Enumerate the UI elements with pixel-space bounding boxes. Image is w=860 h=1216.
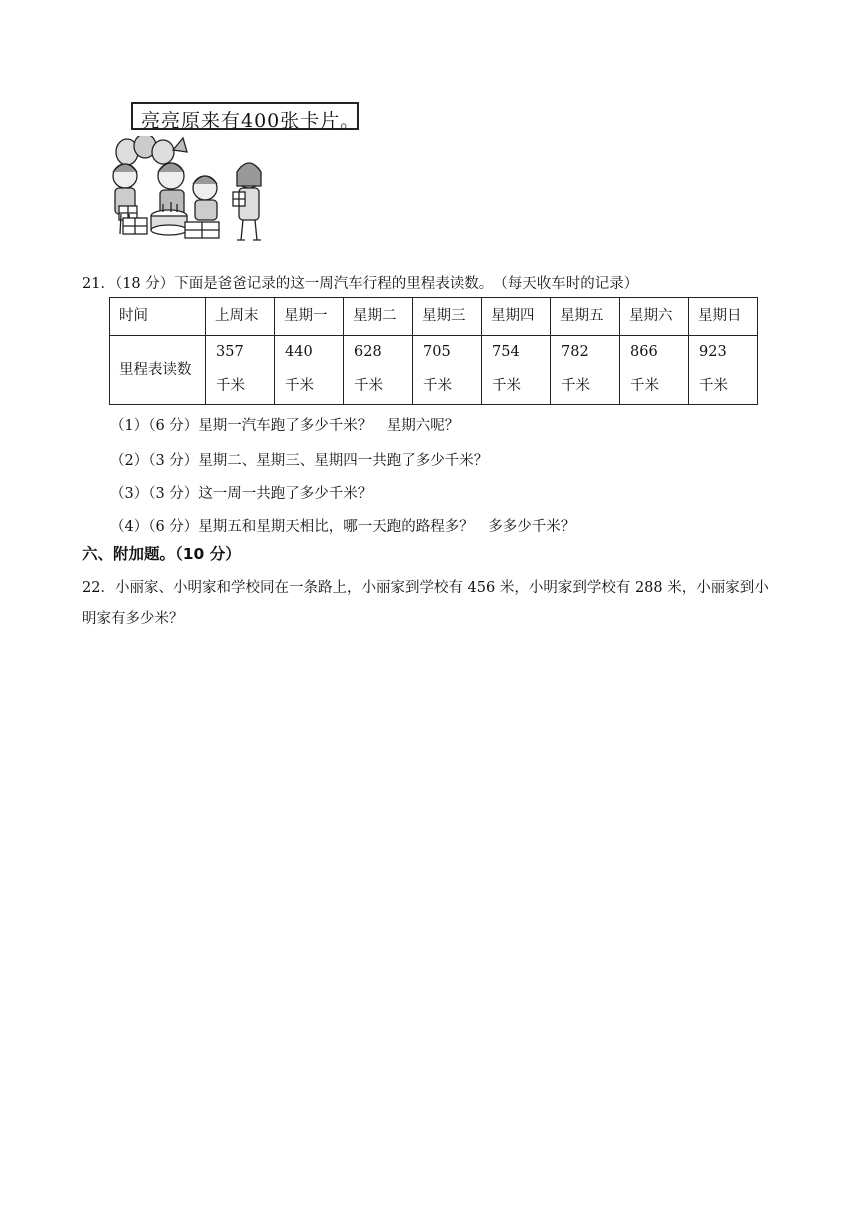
mileage-unit: 千米 (285, 378, 314, 394)
mileage-cell (620, 336, 689, 405)
q22-line-1: 22．小丽家、小明家和学校同在一条路上，小丽家到学校有 456 米，小明家到学校有 288 米，小丽家到小 (82, 580, 769, 596)
illustration-caption-box (131, 102, 359, 130)
mileage-cell (413, 336, 482, 405)
mileage-cell (482, 336, 551, 405)
table-header-label: 时间 (110, 298, 206, 336)
mileage-value: 866 (630, 344, 658, 360)
day-header: 上周末 (206, 298, 275, 336)
mileage-cell (206, 336, 275, 405)
mileage-cell (551, 336, 620, 405)
mileage-cell (344, 336, 413, 405)
mileage-unit: 千米 (561, 378, 590, 394)
mileage-value: 705 (423, 344, 451, 360)
mileage-value: 628 (354, 344, 382, 360)
q21-subquestion-4: （4）（6 分）星期五和星期天相比，哪一天跑的路程多？ 多多少千米？ (110, 519, 576, 535)
mileage-value: 923 (699, 344, 727, 360)
mileage-unit: 千米 (216, 378, 245, 394)
day-header: 星期五 (551, 298, 620, 336)
q21-intro: 21．（18 分）下面是爸爸记录的这一周汽车行程的里程表读数。 （每天收车时的记录） (82, 276, 639, 292)
day-header: 星期二 (344, 298, 413, 336)
q21-subquestion-2: （2）（3 分）星期二、星期三、星期四一共跑了多少千米？ (110, 453, 489, 469)
day-header: 星期日 (689, 298, 758, 336)
mileage-value: 754 (492, 344, 520, 360)
mileage-unit: 千米 (699, 378, 728, 394)
table-row-label: 里程表读数 (110, 336, 206, 405)
day-header: 星期六 (620, 298, 689, 336)
q21-subquestion-1: （1）（6 分）星期一汽车跑了多少千米？ 星期六呢？ (110, 418, 460, 434)
mileage-value: 782 (561, 344, 589, 360)
q22-line-2: 明家有多少米？ (82, 611, 184, 627)
mileage-unit: 千米 (354, 378, 383, 394)
q21-subquestion-3: （3）（3 分）这一周一共跑了多少千米？ (110, 486, 373, 502)
mileage-value: 357 (216, 344, 244, 360)
mileage-cell (275, 336, 344, 405)
children-party-illustration (105, 136, 280, 246)
table-value-row (110, 336, 758, 405)
mileage-table (109, 297, 758, 405)
mileage-unit: 千米 (492, 378, 521, 394)
mileage-value: 440 (285, 344, 313, 360)
day-header: 星期一 (275, 298, 344, 336)
illustration-caption: 亮亮原来有400张卡片。 (141, 110, 361, 132)
mileage-unit: 千米 (423, 378, 452, 394)
section-6-title: 六、附加题。（10 分） (82, 545, 241, 563)
day-header: 星期四 (482, 298, 551, 336)
mileage-cell (689, 336, 758, 405)
day-header: 星期三 (413, 298, 482, 336)
mileage-unit: 千米 (630, 378, 659, 394)
table-header-row (110, 298, 758, 336)
